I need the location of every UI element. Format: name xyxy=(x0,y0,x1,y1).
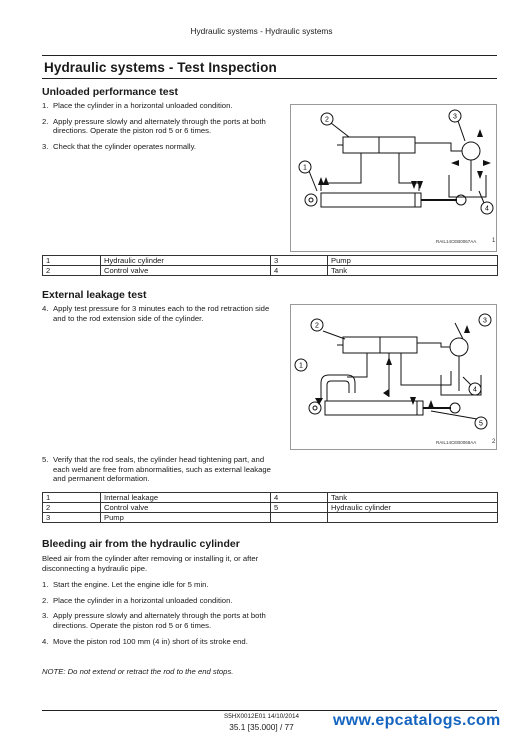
step-text: Place the cylinder in a horizontal unloaded condition. xyxy=(53,101,233,110)
bleeding-steps-list xyxy=(42,580,280,653)
step-number: 4. xyxy=(42,304,49,313)
list-item xyxy=(42,455,280,484)
table-cell: 2 xyxy=(43,266,101,276)
section-heading-external: External leakage test xyxy=(42,289,147,301)
bleeding-intro: Bleed air from the cylinder after removing or installing it, or after disconnecting a hydraulic pipe. xyxy=(42,554,259,573)
table-cell: 1 xyxy=(43,256,101,266)
figure-code: RAIL14CEB0068AA xyxy=(436,440,477,445)
table-cell: 4 xyxy=(271,266,328,276)
table-cell: 1 xyxy=(43,493,101,503)
table-cell: Control valve xyxy=(101,266,271,276)
step-text: Move the piston rod 100 mm (4 in) short of its stroke end. xyxy=(53,636,248,646)
callout-label: 4 xyxy=(473,386,477,394)
table-cell: Pump xyxy=(101,513,271,523)
flow-arrows xyxy=(318,129,491,189)
list-item xyxy=(42,596,280,606)
callout-label: 5 xyxy=(479,420,483,428)
table-row xyxy=(43,513,498,523)
callout-label: 2 xyxy=(315,322,319,330)
list-item xyxy=(42,611,280,630)
list-item xyxy=(42,142,280,152)
table-row xyxy=(43,256,498,266)
figure-number: 1 xyxy=(492,238,496,244)
footer-rule xyxy=(42,710,497,711)
footer-page-number: 35.1 [35.000] / 77 xyxy=(229,722,294,732)
page-title: Hydraulic systems - Test Inspection xyxy=(44,60,277,75)
step-number: 5. xyxy=(42,455,49,464)
list-item xyxy=(42,637,280,647)
table-cell: Hydraulic cylinder xyxy=(328,503,498,513)
leakage-circuit-diagram xyxy=(291,305,496,449)
list-item xyxy=(42,101,280,111)
step-text: Apply pressure slowly and alternately through the ports at both directions. Operate the piston rod 5 or 6 times. xyxy=(53,116,266,136)
callout-label: 3 xyxy=(483,317,487,325)
title-rule-bottom xyxy=(42,78,497,79)
table-cell: Pump xyxy=(328,256,498,266)
step-text: Apply test pressure for 3 minutes each to the rod retraction side and to the rod extension side of the cylinder. xyxy=(53,304,270,323)
step-number: 3. xyxy=(42,142,49,152)
table-cell: 5 xyxy=(271,503,328,513)
legend-table-unloaded xyxy=(42,255,498,276)
callout-label: 2 xyxy=(325,116,329,124)
title-rule-top xyxy=(42,55,497,56)
step-number: 2. xyxy=(42,595,49,605)
external-steps-list xyxy=(42,304,280,329)
table-cell: 4 xyxy=(271,493,328,503)
figure-code: RAIL14CEB0067AA xyxy=(436,239,477,244)
section-heading-bleeding: Bleeding air from the hydraulic cylinder xyxy=(42,538,240,550)
figure-unloaded-test xyxy=(290,104,497,252)
table-row xyxy=(43,503,498,513)
step-number: 2. xyxy=(42,116,49,126)
note-text: NOTE: Do not extend or retract the rod to the end stops. xyxy=(42,667,234,676)
step-number: 4. xyxy=(42,636,49,646)
table-cell: Hydraulic cylinder xyxy=(101,256,271,266)
step-text: Check that the cylinder operates normally. xyxy=(53,142,196,152)
list-item xyxy=(42,117,280,136)
table-cell: 3 xyxy=(43,513,101,523)
table-cell: Internal leakage xyxy=(101,493,271,503)
list-item xyxy=(42,304,280,323)
table-cell xyxy=(271,513,328,523)
step-number: 1. xyxy=(42,101,49,110)
step-number: 1. xyxy=(42,580,49,589)
hydraulic-circuit-diagram xyxy=(291,105,496,251)
watermark: www.epcatalogs.com xyxy=(333,712,501,729)
callout-label: 4 xyxy=(485,205,489,213)
callout-label: 1 xyxy=(299,362,303,370)
table-cell: Tank xyxy=(328,266,498,276)
step-number: 3. xyxy=(42,611,49,621)
table-row xyxy=(43,266,498,276)
footer-doc-id: S5HX0012E01 14/10/2014 xyxy=(224,713,299,720)
external-step5 xyxy=(42,455,280,490)
section-heading-unloaded: Unloaded performance test xyxy=(42,86,178,98)
legend-table-external xyxy=(42,492,498,523)
step-text: Apply pressure slowly and alternately through the ports at both directions. Operate the piston rod 5 or 6 times. xyxy=(53,611,266,631)
table-cell: 2 xyxy=(43,503,101,513)
callout-label: 1 xyxy=(303,164,307,172)
table-cell: Tank xyxy=(328,493,498,503)
running-header: Hydraulic systems - Hydraulic systems xyxy=(190,26,333,36)
list-item xyxy=(42,580,280,590)
figure-external-leakage xyxy=(290,304,497,450)
table-cell: Control valve xyxy=(101,503,271,513)
table-cell xyxy=(328,513,498,523)
unloaded-steps-list xyxy=(42,101,280,158)
step-text: Start the engine. Let the engine idle for 5 min. xyxy=(53,580,209,589)
step-text: Place the cylinder in a horizontal unloaded condition. xyxy=(53,595,233,605)
step-text: Verify that the rod seals, the cylinder head tightening part, and each weld are free from abnormalities, such as external leakage and permanent deformation. xyxy=(53,455,271,484)
table-row xyxy=(43,493,498,503)
callout-label: 3 xyxy=(453,113,457,121)
figure-number: 2 xyxy=(492,439,496,445)
table-cell: 3 xyxy=(271,256,328,266)
